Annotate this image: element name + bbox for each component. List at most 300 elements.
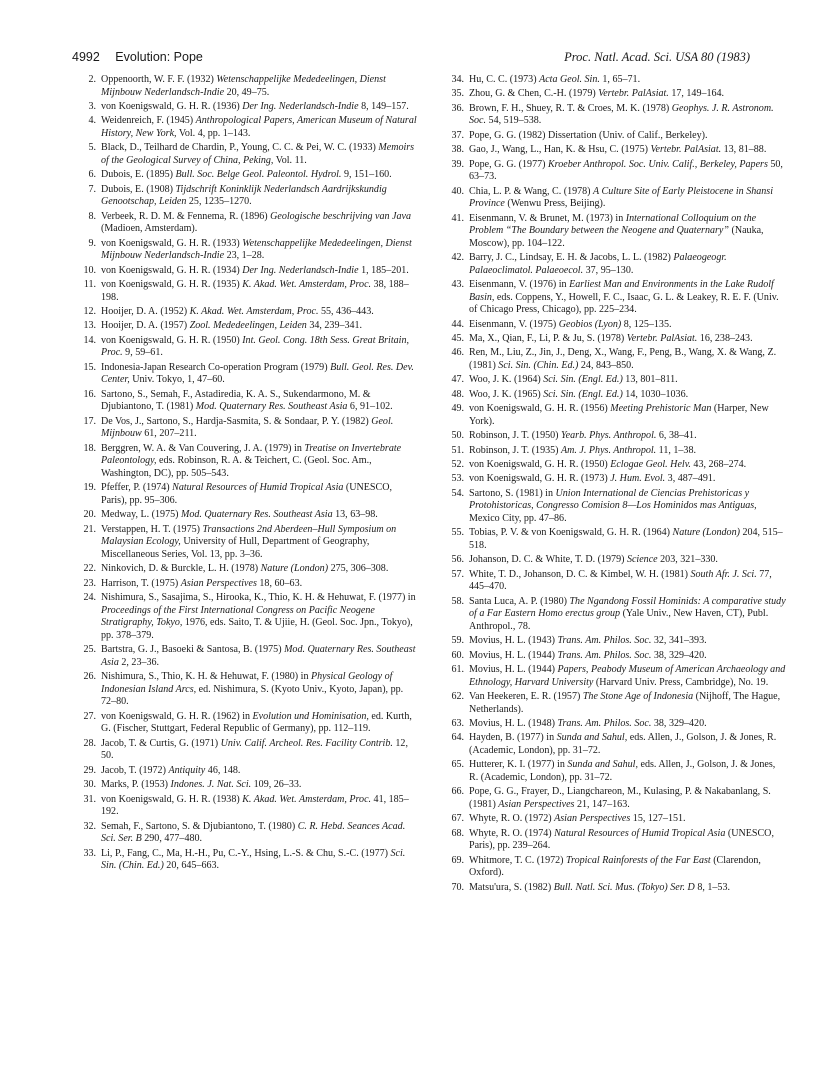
- reference-details: 275, 306–308.: [328, 563, 389, 575]
- reference-title: Vertebr. PalAsiat.: [650, 144, 722, 156]
- reference-details: 16, 238–243.: [697, 333, 753, 345]
- reference-number: 44.: [451, 318, 464, 330]
- reference-title: Sunda and Sahul,: [556, 732, 628, 744]
- reference-details: 18, 60–63.: [256, 577, 303, 589]
- reference-number: 65.: [451, 759, 464, 771]
- reference-authors: Zhou, G. & Chen, C.-H. (1979): [469, 88, 599, 100]
- reference-number: 29.: [83, 764, 96, 776]
- reference-authors: Movius, H. L. (1944): [469, 649, 558, 661]
- reference-item: [78, 524, 418, 562]
- reference-item: [78, 362, 418, 387]
- reference-number: 45.: [451, 333, 464, 345]
- reference-authors: von Koenigswald, G. H. R. (1938): [101, 793, 243, 805]
- reference-authors: Indonesia-Japan Research Co-operation Program (1979): [101, 361, 331, 373]
- reference-number: 2.: [88, 74, 96, 85]
- reference-title: Trans. Am. Philos. Soc.: [557, 635, 652, 647]
- reference-item: [78, 443, 418, 481]
- reference-details: Vol. 4, pp. 1–143.: [176, 127, 251, 139]
- reference-item: [78, 184, 418, 209]
- reference-item: [78, 482, 418, 507]
- reference-authors: Weidenreich, F. (1945): [101, 115, 196, 127]
- reference-details: 1, 185–201.: [358, 264, 409, 276]
- reference-details: 37, 95–130.: [583, 264, 634, 276]
- reference-number: 47.: [451, 374, 464, 386]
- reference-details: (Nijhoff, The Hague, Netherlands).: [469, 691, 781, 715]
- reference-authors: von Koenigswald, G. H. R. (1950): [469, 458, 611, 470]
- reference-title: Zool. Mededeelingen, Leiden: [189, 320, 307, 332]
- reference-number: 68.: [451, 827, 464, 839]
- reference-item: [446, 347, 786, 372]
- reference-title: Asian Perspectives: [498, 798, 575, 810]
- reference-details: 1, 65–71.: [599, 74, 641, 85]
- reference-item: [446, 759, 786, 784]
- reference-number: 28.: [83, 737, 96, 749]
- reference-details: 13, 801–811.: [622, 374, 678, 386]
- reference-number: 20.: [83, 509, 96, 521]
- reference-title: Der Ing. Nederlandsch-Indie: [242, 264, 359, 276]
- reference-title: Anthropological Papers, American Museum of Natural History, New York,: [101, 115, 417, 139]
- reference-item: [446, 319, 786, 332]
- reference-title: A Culture Site of Early Pleistocene in Shansi Province: [469, 185, 774, 210]
- reference-item: [446, 130, 786, 143]
- reference-details: 1976, eds. Saito, T. & Ujiie, H. (Geol. Soc. Jpn., Tokyo), pp. 378–379.: [101, 617, 413, 641]
- reference-authors: Dubois, E. (1895): [101, 169, 176, 181]
- reference-details: 20, 645–663.: [163, 860, 220, 872]
- reference-details: 3, 487–491.: [665, 473, 716, 485]
- reference-authors: Woo, J. K. (1964): [469, 374, 544, 386]
- reference-number: 24.: [83, 592, 96, 604]
- reference-title: Tijdschrift Koninklijk Nederlandsch Aardrijkskundig Genootschap, Leiden: [101, 183, 387, 208]
- reference-item: [446, 554, 786, 567]
- reference-details: 2, 23–36.: [118, 656, 160, 668]
- reference-details: 41, 185–192.: [101, 793, 409, 818]
- reference-authors: Robinson, J. T. (1935): [469, 444, 562, 456]
- reference-number: 11.: [83, 279, 96, 291]
- reference-item: [78, 821, 418, 846]
- reference-item: [446, 813, 786, 826]
- reference-item: [78, 711, 418, 736]
- reference-number: 36.: [451, 102, 464, 114]
- reference-details: 8, 149–157.: [358, 100, 409, 112]
- reference-item: [446, 569, 786, 594]
- reference-number: 57.: [451, 568, 464, 580]
- reference-details: 13, 63–98.: [332, 509, 378, 521]
- reference-details: 6, 38–41.: [656, 430, 697, 442]
- reference-authors: Pfeffer, P. (1974): [101, 482, 173, 494]
- reference-authors: Oppenoorth, W. F. F. (1932): [101, 74, 217, 85]
- reference-authors: Pope, G. G. (1977): [469, 158, 548, 170]
- reference-item: [78, 265, 418, 278]
- reference-title: Asian Perspectives: [180, 577, 257, 589]
- reference-authors: White, T. D., Johanson, D. C. & Kimbel, W. H. (1981): [469, 568, 691, 580]
- reference-details: 34, 239–341.: [306, 320, 363, 332]
- reference-details: 55, 436–443.: [318, 306, 374, 318]
- reference-item: [78, 101, 418, 114]
- reference-number: 5.: [88, 142, 96, 154]
- reference-title: Geologische beschrijving van Java: [270, 210, 412, 222]
- reference-item: [446, 882, 786, 895]
- reference-number: 48.: [451, 388, 464, 400]
- reference-title: C. R. Hebd. Seances Acad. Sci. Ser. B: [101, 820, 406, 845]
- reference-number: 30.: [83, 779, 96, 791]
- reference-item: [78, 848, 418, 873]
- reference-title: Science: [626, 554, 658, 566]
- reference-number: 51.: [451, 444, 464, 456]
- reference-item: [446, 144, 786, 157]
- reference-title: Wetenschappelijke Mededeelingen, Dienst Mijnbouw Nederlandsch-Indie: [101, 74, 386, 98]
- reference-authors: Tobias, P. V. & von Koenigswald, G. H. R. (1964): [469, 527, 673, 539]
- reference-item: [446, 527, 786, 552]
- reference-item: [78, 563, 418, 576]
- reference-details: 46, 148.: [205, 764, 241, 776]
- reference-item: [446, 828, 786, 853]
- reference-title: Nature (London): [260, 563, 329, 575]
- reference-details: (Madioen, Amsterdam).: [101, 223, 198, 235]
- reference-authors: Ren, M., Liu, Z., Jin, J., Deng, X., Wang, F., Peng, B., Wang, X. & Wang, Z. (1981): [469, 347, 777, 372]
- reference-number: 7.: [88, 183, 96, 195]
- reference-item: [446, 213, 786, 251]
- reference-item: [446, 473, 786, 486]
- reference-item: [78, 779, 418, 792]
- reference-authors: Movius, H. L. (1944): [469, 664, 558, 676]
- reference-number: 46.: [451, 347, 464, 359]
- reference-item: [446, 252, 786, 277]
- reference-item: [78, 389, 418, 414]
- reference-authors: Jacob, T. & Curtis, G. (1971): [101, 737, 221, 749]
- reference-number: 66.: [451, 786, 464, 798]
- reference-details: 23, 1–28.: [224, 250, 265, 262]
- reference-details: 20, 49–75.: [224, 86, 270, 98]
- reference-details: 290, 477–480.: [141, 833, 203, 845]
- reference-authors: von Koenigswald, G. H. R. (1973): [469, 473, 611, 485]
- reference-title: Papers, Peabody Museum of American Archaeology and Ethnology, Harvard University: [469, 664, 786, 688]
- reference-authors: Van Heekeren, E. R. (1957): [469, 691, 583, 703]
- reference-authors: Black, D., Teilhard de Chardin, P., Young, C. C. & Pei, W. C. (1933): [101, 142, 379, 154]
- reference-item: [78, 142, 418, 167]
- reference-details: 9, 59–61.: [122, 347, 163, 359]
- reference-item: [78, 765, 418, 778]
- reference-details: (Harvard Univ. Press, Cambridge), No. 19.: [593, 676, 769, 688]
- reference-authors: Sartono, S., Semah, F., Astadiredia, K. A. S., Sukendarmono, M. & Djubiantono, T. (1981): [101, 388, 371, 413]
- reference-details: 109, 26–33.: [251, 779, 302, 791]
- reference-title: Indones. J. Nat. Sci.: [170, 779, 252, 791]
- reference-details: eds. Coppens, Y., Howell, F. C., Isaac, G. L. & Leakey, R. E. F. (Univ. of Chicago Press, Chicago), pp. 225–234.: [469, 291, 779, 316]
- reference-item: [78, 738, 418, 763]
- reference-item: [446, 664, 786, 689]
- reference-item: [78, 238, 418, 263]
- header-left: [72, 50, 203, 64]
- reference-authors: von Koenigswald, G. H. R. (1956): [469, 403, 611, 415]
- reference-authors: Nishimura, S., Sasajima, S., Hirooka, K., Thio, K. H. & Hehuwat, F. (1977) in: [101, 592, 416, 604]
- reference-authors: Pope, G. G., Frayer, D., Liangchareon, M., Kulasing, P. & Nakabanlang, S. (1981): [469, 786, 771, 810]
- reference-title: Bull. Natl. Sci. Mus. (Tokyo) Ser. D: [553, 881, 695, 893]
- reference-title: Der Ing. Nederlandsch-Indie: [242, 100, 359, 112]
- reference-item: [446, 488, 786, 526]
- reference-number: 31.: [83, 793, 96, 805]
- reference-item: [78, 320, 418, 333]
- reference-details: 38, 329–420.: [651, 718, 707, 730]
- reference-item: [446, 718, 786, 731]
- reference-title: Transactions 2nd Aberdeen–Hull Symposium on Malaysian Ecology,: [101, 523, 397, 548]
- reference-authors: Robinson, J. T. (1950): [469, 430, 562, 442]
- reference-item: [446, 389, 786, 402]
- reference-details: (Wenwu Press, Beijing).: [504, 198, 606, 210]
- reference-number: 39.: [451, 158, 464, 170]
- reference-item: [78, 509, 418, 522]
- references-left-column: [78, 74, 418, 875]
- reference-details: 14, 1030–1036.: [622, 388, 689, 400]
- reference-number: 15.: [83, 361, 96, 373]
- reference-title: Vertebr. PalAsiat.: [626, 333, 698, 345]
- reference-title: Am. J. Phys. Anthropol.: [561, 444, 657, 456]
- reference-authors: Hayden, B. (1977) in: [469, 732, 557, 744]
- reference-title: Physical Geology of Indonesian Island Arcs,: [101, 671, 393, 695]
- reference-authors: Eisenmann, V. (1976) in: [469, 279, 570, 291]
- reference-title: Kroeber Anthropol. Soc. Univ. Calif., Berkeley, Papers: [547, 158, 768, 170]
- reference-number: 22.: [83, 563, 96, 575]
- reference-number: 67.: [451, 813, 464, 825]
- reference-item: [446, 186, 786, 211]
- reference-details: (Clarendon, Oxford).: [469, 854, 761, 879]
- reference-number: 33.: [83, 847, 96, 859]
- reference-number: 27.: [83, 710, 96, 722]
- reference-title: Eclogae Geol. Helv.: [610, 458, 691, 470]
- reference-number: 40.: [451, 185, 464, 197]
- reference-list-right: [446, 74, 786, 894]
- reference-details: 77, 445–470.: [469, 568, 772, 593]
- reference-number: 53.: [451, 473, 464, 485]
- reference-item: [78, 306, 418, 319]
- reference-title: Mod. Quaternary Res. Southeast Asia: [195, 401, 348, 413]
- reference-details: 21, 147–163.: [574, 798, 630, 810]
- reference-details: eds. Allen, J., Golson, J. & Jones, R. (Academic, London), pp. 31–72.: [469, 759, 776, 783]
- reference-item: [446, 88, 786, 101]
- reference-details: 204, 515–518.: [469, 527, 783, 551]
- reference-title: Sci. Sin. (Engl. Ed.): [543, 374, 623, 386]
- reference-item: [446, 635, 786, 648]
- reference-authors: von Koenigswald, G. H. R. (1936): [101, 100, 243, 112]
- references-right-column: [446, 74, 786, 896]
- reference-number: 13.: [83, 320, 96, 332]
- reference-authors: Movius, H. L. (1943): [469, 635, 558, 647]
- reference-details: 9, 151–160.: [341, 169, 392, 181]
- reference-number: 9.: [88, 237, 96, 249]
- reference-title: Mod. Quaternary Res. Southeast Asia: [101, 644, 416, 668]
- reference-authors: Harrison, T. (1975): [101, 577, 181, 589]
- reference-details: eds. Allen, J., Golson, J. & Jones, R. (Academic, London), pp. 31–72.: [469, 732, 777, 756]
- reference-details: (Nauka, Moscow), pp. 104–122.: [469, 225, 764, 249]
- reference-item: [78, 169, 418, 182]
- reference-authors: Li, P., Fang, C., Ma, H.-H., Pu, C.-Y., Hsing, L.-S. & Chu, S.-C. (1977): [101, 847, 391, 859]
- reference-title: Sci. Sin. (Chin. Ed.): [498, 360, 579, 372]
- reference-title: Treatise on Invertebrate Paleontology,: [101, 442, 402, 467]
- reference-number: 16.: [83, 388, 96, 400]
- reference-number: 23.: [83, 577, 96, 589]
- reference-number: 26.: [83, 671, 96, 683]
- reference-authors: De Vos, J., Sartono, S., Hardja-Sasmita, S. & Sondaar, P. Y. (1982): [101, 415, 372, 427]
- reference-title: Univ. Calif. Archeol. Res. Facility Contrib.: [220, 737, 393, 749]
- reference-title: Natural Resources of Humid Tropical Asia: [554, 827, 726, 839]
- reference-item: [78, 115, 418, 140]
- reference-title: Sci. Sin. (Chin. Ed.): [101, 847, 406, 872]
- reference-number: 69.: [451, 854, 464, 866]
- reference-item: [78, 211, 418, 236]
- reference-number: 55.: [451, 527, 464, 539]
- reference-details: Vol. 11.: [273, 154, 307, 166]
- reference-authors: Pope, G. G. (1982) Dissertation (Univ. of Calif., Berkeley).: [469, 129, 708, 141]
- reference-title: K. Akad. Wet. Amsterdam, Proc.: [242, 793, 372, 805]
- reference-number: 56.: [451, 554, 464, 566]
- reference-item: [446, 459, 786, 472]
- reference-authors: Woo, J. K. (1965): [469, 388, 544, 400]
- reference-item: [78, 416, 418, 441]
- journal-citation: Proc. Natl. Acad. Sci. USA 80 (1983): [564, 50, 750, 64]
- reference-number: 54.: [451, 487, 464, 499]
- reference-title: Antiquity: [168, 764, 206, 776]
- reference-title: Geophys. J. R. Astronom. Soc.: [469, 102, 774, 127]
- reference-authors: Eisenmann, V. (1975): [469, 318, 559, 330]
- reference-title: Trans. Am. Philos. Soc.: [557, 718, 652, 730]
- reference-item: [446, 650, 786, 663]
- reference-authors: von Koenigswald, G. H. R. (1933): [101, 237, 243, 249]
- reference-item: [78, 671, 418, 709]
- reference-number: 59.: [451, 635, 464, 647]
- reference-item: [446, 855, 786, 880]
- reference-title: Bull. Soc. Belge Geol. Paleontol. Hydrol.: [175, 169, 342, 181]
- reference-number: 25.: [83, 644, 96, 656]
- reference-details: 38, 329–420.: [651, 649, 707, 661]
- reference-title: Evolution und Hominisation,: [252, 710, 369, 722]
- reference-authors: Gao, J., Wang, L., Han, K. & Hsu, C. (1975): [469, 144, 651, 156]
- reference-number: 49.: [451, 403, 464, 415]
- reference-number: 61.: [451, 664, 464, 676]
- reference-details: 61, 207–211.: [141, 428, 197, 440]
- page-header: [72, 50, 750, 68]
- reference-number: 12.: [83, 306, 96, 318]
- reference-title: Natural Resources of Humid Tropical Asia: [172, 482, 344, 494]
- reference-title: Geobios (Lyon): [558, 318, 622, 330]
- reference-title: J. Hum. Evol.: [610, 473, 666, 485]
- reference-number: 21.: [83, 523, 96, 535]
- reference-details: 24, 843–850.: [578, 360, 634, 372]
- reference-details: ed. Kurth, G. (Fischer, Stuttgart, Federal Republic of Germany), pp. 112–119.: [101, 710, 412, 735]
- reference-title: Trans. Am. Philos. Soc.: [557, 649, 652, 661]
- reference-number: 38.: [451, 144, 464, 156]
- reference-item: [446, 430, 786, 443]
- reference-details: (UNESCO, Paris), pp. 95–306.: [101, 482, 392, 506]
- reference-authors: Jacob, T. (1972): [101, 764, 169, 776]
- reference-item: [78, 794, 418, 819]
- reference-number: 37.: [451, 129, 464, 141]
- reference-title: Tropical Rainforests of the Far East: [566, 854, 711, 866]
- reference-title: Vertebr. PalAsiat.: [598, 88, 669, 100]
- reference-number: 62.: [451, 691, 464, 703]
- reference-details: Mexico City, pp. 47–86.: [469, 512, 567, 524]
- reference-authors: Chia, L. P. & Wang, C. (1978): [469, 185, 594, 197]
- reference-title: Earliest Man and Environments in the Lake Rudolf Basin,: [469, 279, 774, 303]
- reference-title: Wetenschappelijke Mededeelingen, Dienst Mijnbouw Nederlandsch-Indie: [101, 237, 412, 262]
- reference-details: (Harper, New York).: [469, 403, 769, 427]
- reference-authors: Whyte, R. O. (1972): [469, 813, 555, 825]
- reference-details: 13, 81–88.: [721, 144, 767, 156]
- reference-title: The Stone Age of Indonesia: [582, 691, 694, 703]
- reference-item: [446, 732, 786, 757]
- reference-authors: von Koenigswald, G. H. R. (1950): [101, 334, 243, 346]
- reference-details: University of Hull, Department of Geography, Miscellaneous Series, Vol. 13, pp. 3–36.: [101, 536, 370, 560]
- reference-number: 34.: [451, 74, 464, 85]
- reference-authors: Barry, J. C., Lindsay, E. H. & Jacobs, L. L. (1982): [469, 252, 674, 264]
- reference-title: Acta Geol. Sin.: [539, 74, 600, 85]
- reference-number: 60.: [451, 649, 464, 661]
- reference-authors: Semah, F., Sartono, S. & Djubiantono, T. (1980): [101, 820, 298, 832]
- reference-authors: Ma, X., Qian, F., Li, P. & Ju, S. (1978): [469, 333, 627, 345]
- reference-authors: Santa Luca, A. P. (1980): [469, 595, 570, 607]
- reference-item: [446, 786, 786, 811]
- reference-details: 203, 321–330.: [657, 554, 718, 566]
- reference-authors: Medway, L. (1975): [101, 509, 181, 521]
- reference-title: Memoirs of the Geological Survey of China, Peking,: [101, 142, 415, 166]
- reference-item: [78, 644, 418, 669]
- reference-title: Palaeogeogr. Palaeoclimatol. Palaeoecol.: [469, 252, 727, 276]
- reference-authors: von Koenigswald, G. H. R. (1962) in: [101, 710, 253, 722]
- reference-item: [446, 159, 786, 184]
- reference-item: [78, 74, 418, 99]
- reference-authors: Verbeek, R. D. M. & Fennema, R. (1896): [101, 210, 271, 222]
- reference-number: 42.: [451, 252, 464, 264]
- reference-authors: Nishimura, S., Thio, K. H. & Hehuwat, F. (1980) in: [101, 671, 311, 683]
- reference-number: 58.: [451, 595, 464, 607]
- reference-item: [446, 74, 786, 87]
- reference-authors: Verstappen, H. T. (1975): [101, 523, 203, 535]
- reference-number: 17.: [83, 415, 96, 427]
- reference-number: 52.: [451, 458, 464, 470]
- reference-details: 8, 125–135.: [621, 318, 672, 330]
- reference-item: [78, 335, 418, 360]
- reference-authors: Sartono, S. (1981) in: [469, 487, 556, 499]
- reference-title: South Afr. J. Sci.: [690, 568, 757, 580]
- reference-item: [78, 578, 418, 591]
- reference-item: [78, 279, 418, 304]
- reference-authors: Hutterer, K. I. (1977) in: [469, 759, 568, 771]
- reference-title: International Colloquium on the Problem “The Boundary between the Neogene and Quaternary”: [469, 212, 757, 237]
- reference-title: Meeting Prehistoric Man: [610, 403, 712, 415]
- reference-item: [446, 103, 786, 128]
- reference-item: [446, 445, 786, 458]
- reference-authors: von Koenigswald, G. H. R. (1935): [101, 279, 243, 291]
- reference-number: 4.: [88, 115, 96, 127]
- reference-authors: Hu, C. C. (1973): [469, 74, 540, 85]
- reference-item: [446, 403, 786, 428]
- reference-details: 54, 519–538.: [486, 115, 542, 127]
- reference-number: 10.: [83, 264, 96, 276]
- reference-details: 8, 1–53.: [694, 881, 730, 893]
- reference-item: [446, 374, 786, 387]
- reference-number: 43.: [451, 279, 464, 291]
- reference-authors: Eisenmann, V. & Brunet, M. (1973) in: [469, 212, 626, 224]
- reference-title: Sci. Sin. (Engl. Ed.): [543, 388, 623, 400]
- reference-number: 70.: [451, 881, 464, 893]
- reference-details: 11, 1–38.: [656, 444, 696, 456]
- reference-authors: Whyte, R. O. (1974): [469, 827, 555, 839]
- reference-authors: Hooijer, D. A. (1952): [101, 306, 190, 318]
- reference-title: Nature (London): [672, 527, 740, 539]
- reference-title: K. Akad. Wet. Amsterdam, Proc.: [189, 306, 319, 318]
- reference-details: 50, 63–73.: [469, 158, 783, 183]
- reference-authors: Berggren, W. A. & Van Couvering, J. A. (1979) in: [101, 442, 305, 454]
- reference-item: [446, 279, 786, 317]
- reference-title: Sunda and Sahul,: [567, 759, 638, 771]
- reference-title: K. Akad. Wet. Amsterdam, Proc.: [242, 279, 372, 291]
